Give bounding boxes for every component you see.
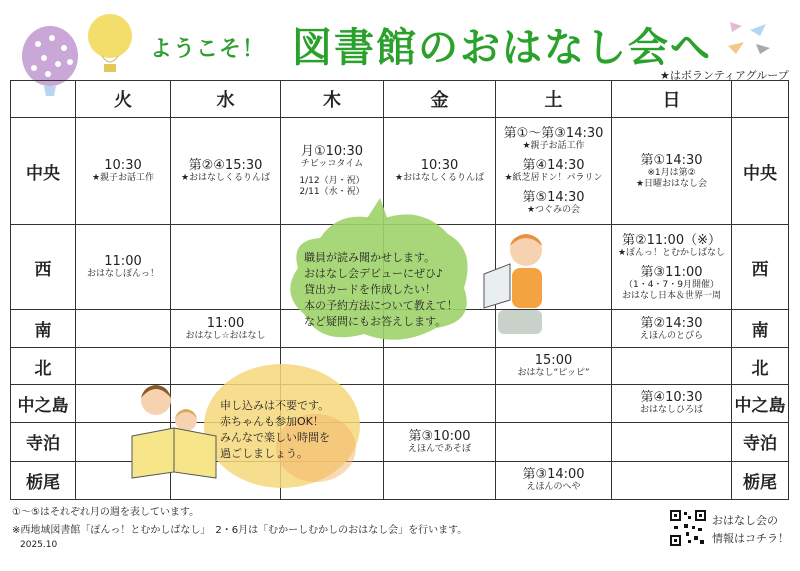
session-name: ★親子お話工作 [91,173,155,184]
session-time: 第③14:00 [522,467,585,483]
cloud-line: おはなし会デビューにぜひ♪ [304,267,444,280]
cloud-line: 本の予約方法について教えて！ [304,299,458,312]
issue-date: 2025.10 [20,540,58,550]
schedule-cell [384,348,496,384]
schedule-cell [384,423,496,461]
schedule-cell [496,423,612,461]
branch-label: 栃尾 [732,461,789,499]
session-name: おはなしひろば [639,405,703,416]
schedule-cell [612,423,732,461]
session-time: 第②11:00（※） [621,232,721,248]
schedule-cell [384,461,496,499]
session-time: 第③10:00 [408,428,471,444]
cloud-line: 貸出カードを作成したい！ [304,283,436,296]
branch-label: 中央 [732,118,789,225]
session-name: えほんであそぼ [407,443,471,454]
session-name: えほんのへや [526,482,581,493]
session-time: 第④10:30 [640,390,703,406]
day-header: 金 [384,81,496,118]
confetti-icon [720,16,780,60]
session-name: チビッコタイム [300,159,364,170]
session-time: 10:30 [420,158,459,174]
day-header: 火 [76,81,171,118]
session-time: 15:00 [534,353,573,369]
volunteer-note: ★はボランティアグループ [660,69,789,82]
welcome-text: ようこそ！ [150,37,266,62]
day-header: 土 [496,81,612,118]
session-time: 10:30 [104,158,142,174]
branch-label: 南 [732,309,789,347]
schedule-cell [171,225,281,310]
session-time: 月①10:30 [300,144,364,160]
qr-code-icon[interactable] [668,508,708,548]
session-name: ★親子お話工作 [522,141,585,152]
blob-line: 過ごしましょう。 [220,447,308,460]
session-name: 2/11（水・祝） [299,187,365,198]
qr-caption [712,512,789,548]
cloud-message [304,250,484,330]
day-header: 木 [281,81,384,118]
table-row [11,348,789,384]
footnote-west: ※西地域図書館「ぽんっ！とむかしばなし」 2・6月は「むかーしむかしのおはなし会」を行います。 [12,525,468,536]
session-name: ★おはなしくるりんぱ [180,173,271,184]
yellow-balloon-icon [84,12,138,76]
page-title: 図書館のおはなし会へ [292,25,712,71]
session-name: 1/12（月・祝） [299,176,365,187]
schedule-cell [76,118,171,225]
schedule-cell [76,225,171,310]
session-name: えほんのとびら [639,330,703,341]
branch-label: 南 [11,309,76,347]
branch-label: 寺泊 [732,423,789,461]
session-name: （1・4・7・9月開催） [624,279,719,290]
corner-cell [732,81,789,118]
day-header: 水 [171,81,281,118]
session-time: 第③11:00 [640,264,703,280]
session-name: ★おはなしくるりんぱ [394,173,485,184]
blob-line: 赤ちゃんも参加OK！ [220,415,324,428]
session-time: 第②④15:30 [188,158,263,174]
corner-cell [11,81,76,118]
schedule-cell [612,225,732,310]
kids-reading-icon [128,380,224,480]
branch-label: 中之島 [11,384,76,422]
session-name: おはなし☆おはなし [185,330,266,341]
branch-label: 寺泊 [11,423,76,461]
schedule-cell [496,384,612,422]
schedule-cell [496,348,612,384]
branch-label: 栃尾 [11,461,76,499]
session-name: ★紙芝居ドン！パラリン [504,173,603,184]
branch-label: 中央 [11,118,76,225]
schedule-cell [496,461,612,499]
session-name: ※1月は第② [647,167,696,178]
session-name: ★つぐみの会 [526,205,581,216]
day-header: 日 [612,81,732,118]
branch-label: 西 [11,225,76,310]
blob-message [220,398,360,462]
cloud-line: 職員が読み聞かせします。 [304,251,436,264]
schedule-cell [612,461,732,499]
session-name: おはなし“ピッピ” [517,368,590,379]
branch-label: 北 [732,348,789,384]
schedule-cell [612,348,732,384]
reading-person-icon [480,228,552,340]
schedule-cell [612,309,732,347]
schedule-cell [384,384,496,422]
session-time: 第①14:30 [640,152,703,168]
session-time: 第⑤14:30 [522,190,585,206]
branch-label: 西 [732,225,789,310]
schedule-cell [612,118,732,225]
session-time: 第②14:30 [640,315,703,331]
branch-label: 中之島 [732,384,789,422]
session-time: 第④14:30 [522,158,585,174]
header-row [11,81,789,118]
cloud-line: など疑問にもお答えします。 [304,315,447,328]
session-name: おはなし日本＆世界一周 [621,290,721,301]
schedule-cell [171,309,281,347]
schedule-cell [76,309,171,347]
schedule-cell [171,118,281,225]
branch-label: 北 [11,348,76,384]
schedule-cell [496,118,612,225]
qr-caption-line: おはなし会の [712,514,778,527]
session-name: おはなしぽんっ！ [86,269,159,280]
session-name: ★ぽんっ！とむかしばなし [617,247,726,258]
session-time: 11:00 [104,254,142,270]
qr-caption-line: 情報はコチラ！ [712,532,789,545]
blob-line: みんなで楽しい時間を [220,431,330,444]
schedule-cell [612,384,732,422]
session-time: 11:00 [206,315,245,331]
blob-line: 申し込みは不要です。 [220,399,330,412]
session-name: ★日曜おはなし会 [635,178,708,189]
schedule-cell [76,348,171,384]
session-time: 第①～第③14:30 [503,126,604,142]
footnote-weeks: ①～⑤はそれぞれ月の週を表しています。 [12,507,200,518]
